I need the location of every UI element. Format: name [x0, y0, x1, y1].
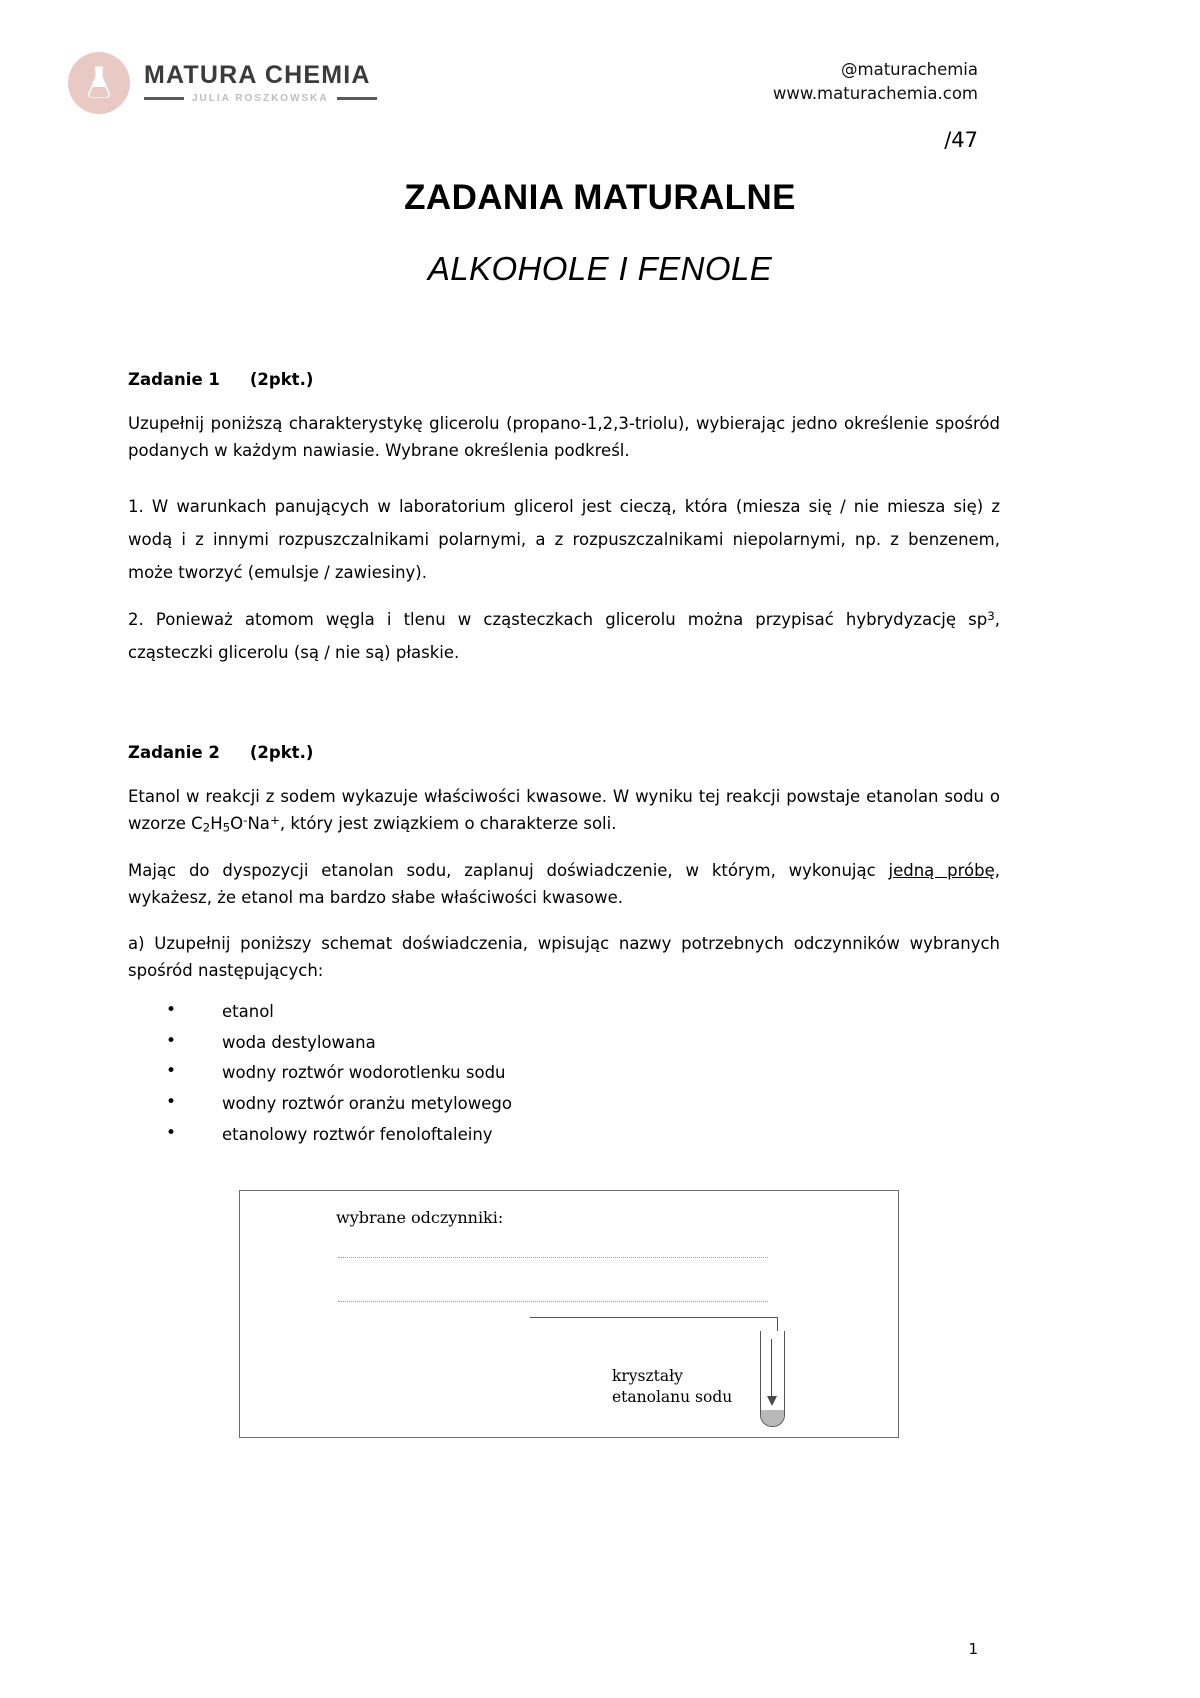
task-2-paragraph-3: a) Uzupełnij poniższy schemat doświadczenia, wpisując nazwy potrzebnych odczynników wybranych spośród następujących:: [128, 934, 1000, 981]
brand-subtitle: JULIA ROSZKOWSKA: [192, 92, 329, 104]
test-tube-contents: [761, 1410, 784, 1426]
social-handle: @maturachemia: [841, 60, 978, 79]
task-2-p1-sub2: 5: [222, 820, 231, 835]
task-1-intro: Uzupełnij poniższą charakterystykę glicerolu (propano-1,2,3-triolu), wybierając jedno określenie spośród podanych w każdym nawiasie. Wybrane określenia podkreśl.: [128, 414, 1000, 460]
task-2-p1-sup1: -: [243, 813, 248, 828]
task-1-heading: [128, 370, 1000, 389]
task-2-points: (2pkt.): [249, 743, 314, 763]
brand-rule-left: [144, 97, 184, 100]
page-header: [0, 0, 1200, 152]
task-1-label: Zadanie 1: [128, 370, 220, 389]
task-2-p1-c: O: [230, 814, 244, 834]
experiment-diagram-wrap: [128, 1190, 1000, 1438]
experiment-diagram: [239, 1190, 899, 1438]
answer-line-1[interactable]: [338, 1257, 768, 1258]
list-item: • woda destylowana: [166, 1030, 1000, 1057]
flask-icon: [68, 52, 130, 114]
test-tube-caption: [612, 1366, 732, 1407]
task-2-heading: [128, 743, 1000, 762]
document-content: [128, 370, 1000, 1438]
task-1-item-2: [128, 603, 1000, 669]
task-2-p1-e: , który jest związkiem o charakterze soli.: [279, 814, 617, 834]
task-2-p1-a: Etanol w reakcji z sodem wykazuje właściwości kwasowe. W wyniku tej reakcji powstaje etanolan sodu o wzorze C: [128, 787, 1000, 834]
task-2-p2-b: , wykażesz, że etanol ma bardzo słabe właściwości kwasowe.: [128, 861, 1000, 907]
task-1-item-2-post: , cząsteczki glicerolu (są / nie są) płaskie.: [128, 610, 1000, 663]
task-2-p1-sup2: +: [269, 813, 280, 828]
test-tube-icon: [760, 1331, 785, 1427]
task-2-p1-d: Na: [247, 814, 270, 834]
task-1-item-2-pre: 2. Ponieważ atomom węgla i tlenu w cząsteczkach glicerolu można przypisać hybrydyzację sp: [128, 610, 988, 630]
diagram-connector-horizontal: [530, 1317, 778, 1318]
page-title: ZADANIA MATURALNE: [404, 178, 796, 217]
answer-line-2[interactable]: [338, 1301, 768, 1302]
list-item: • wodny roztwór oranżu metylowego: [166, 1091, 1000, 1118]
task-1-points: (2pkt.): [249, 370, 314, 389]
website-url: www.maturachemia.com: [772, 83, 978, 103]
caption-line-2: etanolanu sodu: [612, 1387, 733, 1406]
brand-title: MATURA CHEMIA: [144, 60, 371, 89]
diagram-label: wybrane odczynniki:: [336, 1208, 504, 1228]
list-item: • wodny roztwór wodorotlenku sodu: [166, 1060, 1000, 1087]
header-contact: [773, 58, 978, 106]
arrow-down-icon: [771, 1339, 772, 1397]
task-2-p2-underlined: jedną próbę: [888, 861, 995, 880]
task-2-p1-sub1: 2: [202, 820, 211, 835]
brand-subtitle-row: [144, 94, 377, 104]
task-2-label: Zadanie 2: [128, 743, 220, 763]
brand-logo: [68, 52, 377, 114]
score-total: /47: [944, 128, 978, 152]
caption-line-1: kryształy: [612, 1367, 683, 1386]
reagent-list: [128, 999, 1000, 1149]
task-2-p1-b: H: [210, 814, 223, 834]
task-1-item-1: 1. W warunkach panujących w laboratorium glicerol jest cieczą, która (miesza się / nie miesza się) z wodą i z innymi rozpuszczalnikami polarnymi, a z rozpuszczalnikami niepolarnymi, np. z benzenem, może tworzyć (emulsje / zawiesiny).: [128, 497, 1000, 583]
list-item: • etanolowy roztwór fenoloftaleiny: [166, 1122, 1000, 1149]
list-item: • etanol: [166, 999, 1000, 1026]
page-subtitle: ALKOHOLE I FENOLE: [427, 250, 773, 287]
page-number: 1: [968, 1640, 978, 1658]
task-2-p2-a: Mając do dyspozycji etanolan sodu, zaplanuj doświadczenie, w którym, wykonując: [128, 861, 889, 880]
task-2-paragraph-1: [128, 784, 1000, 838]
task-2-paragraph-2: [128, 858, 1000, 911]
brand-text: [144, 60, 377, 104]
brand-rule-right: [337, 97, 377, 100]
task-1-item-2-exponent: 3: [987, 609, 995, 624]
